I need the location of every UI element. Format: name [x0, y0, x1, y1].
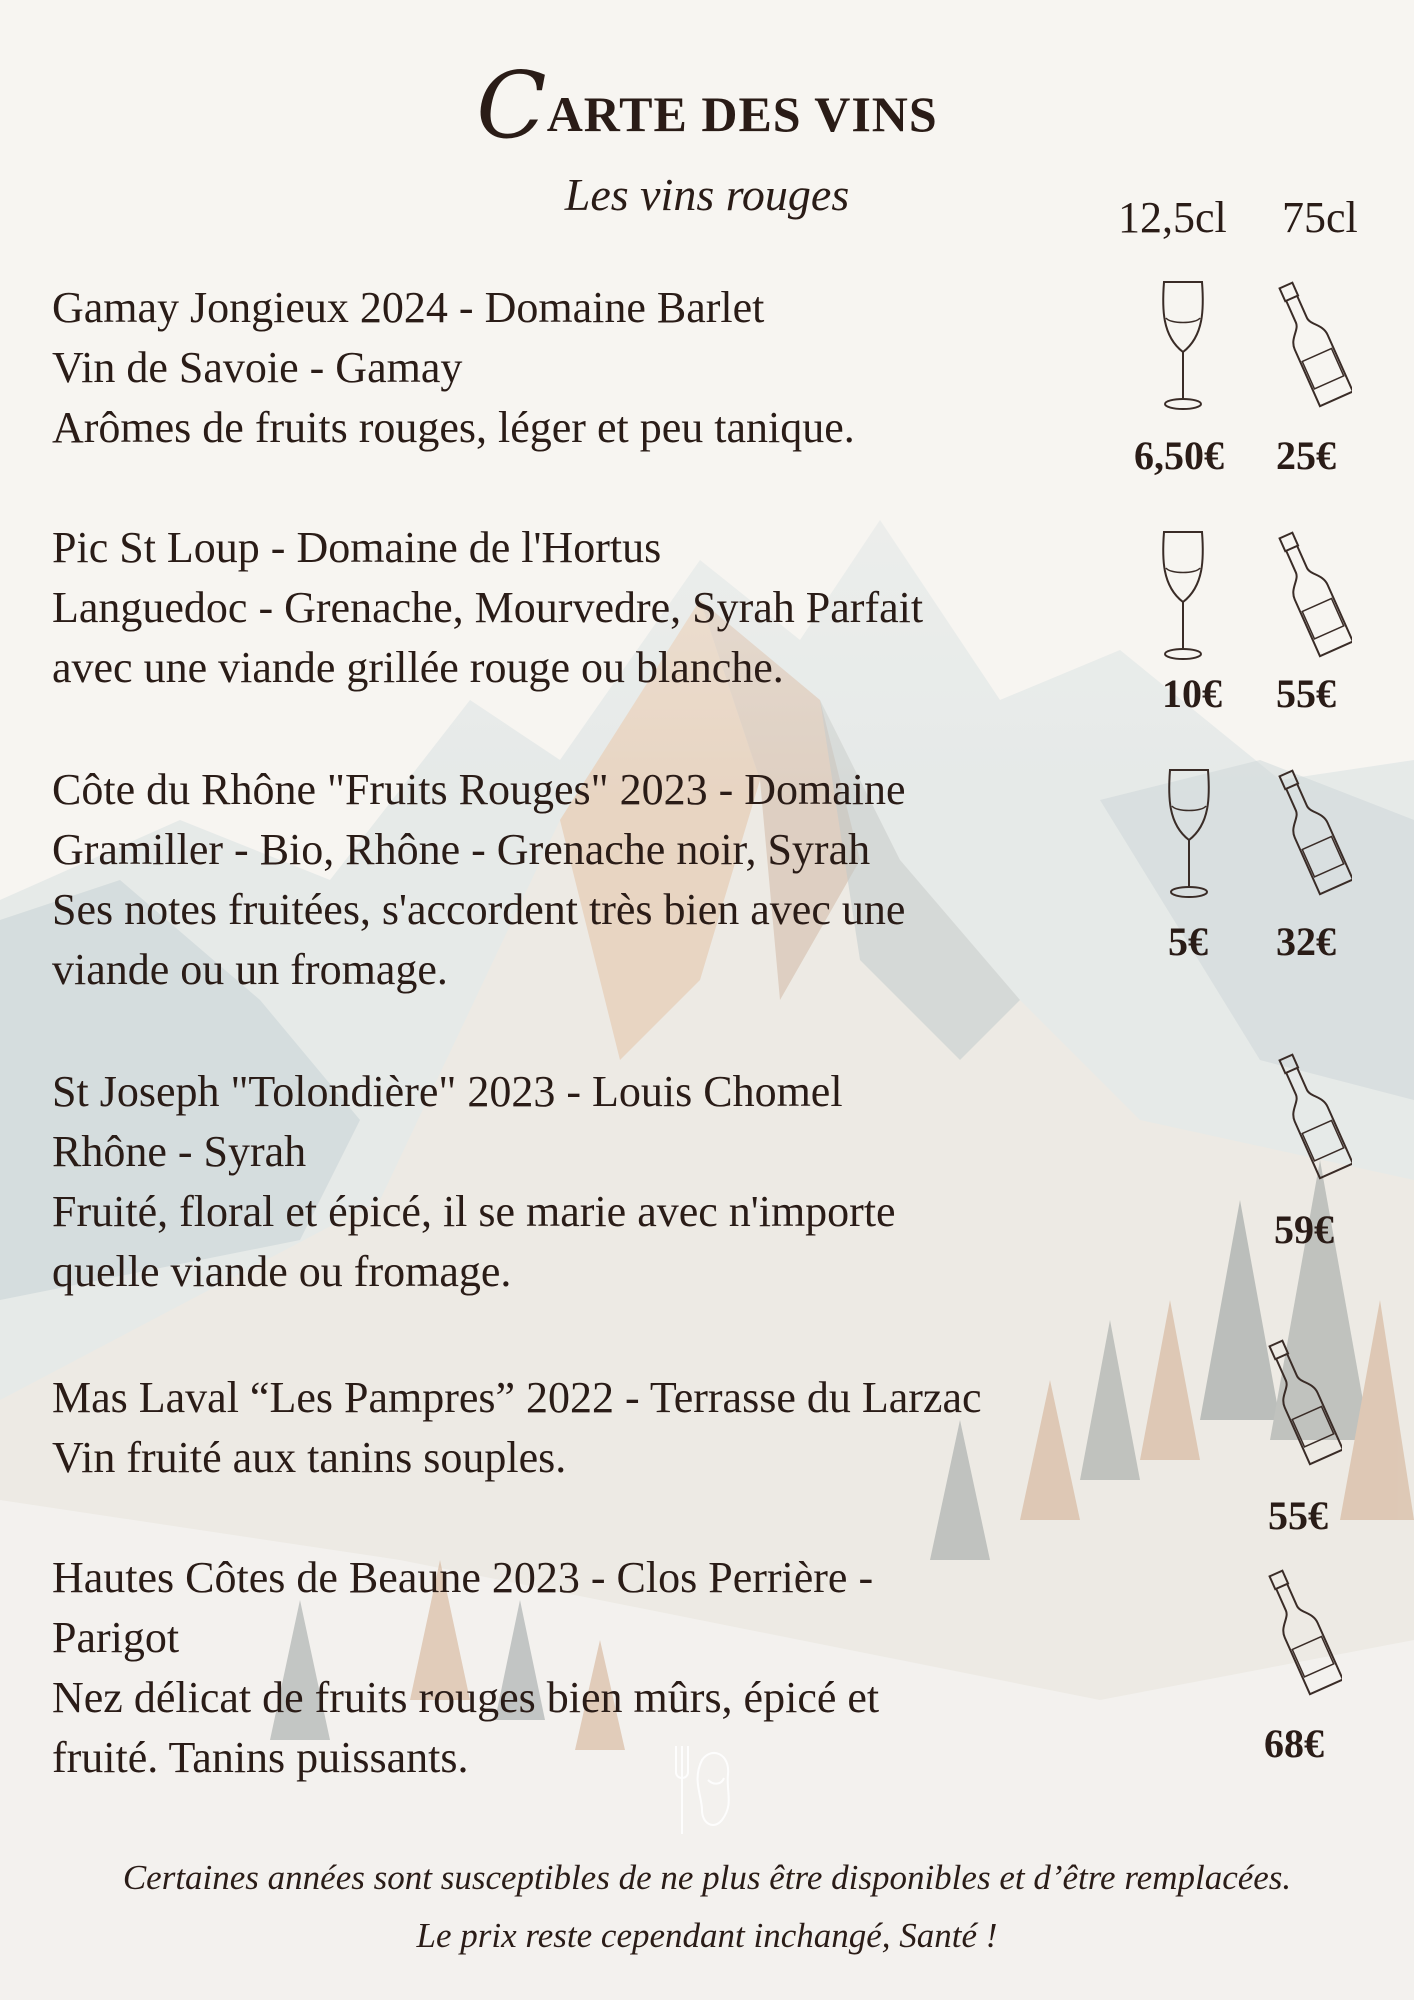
wine-item — [52, 1062, 1142, 1302]
price-bottle: 32€ — [1276, 919, 1336, 964]
wine-description: Ses notes fruitées, s'accordent très bien avec une — [52, 885, 906, 934]
price-bottle: 55€ — [1268, 1493, 1328, 1538]
wine-description: Arômes de fruits rouges, léger et peu tanique. — [52, 403, 855, 452]
restaurant-logo-icon — [672, 1740, 738, 1840]
footer-note: Le prix reste cependant inchangé, Santé ! — [416, 1916, 998, 1955]
price-bottle: 55€ — [1276, 671, 1336, 716]
title-text: ARTE DES VINS — [546, 86, 938, 142]
wine-description: fruité. Tanins puissants. — [52, 1733, 469, 1782]
footer-note: Certaines années sont susceptibles de ne plus être disponibles et d’être remplacées. — [122, 1858, 1292, 1897]
column-header-glass: 12,5cl — [1118, 193, 1227, 242]
price-glass: 6,50€ — [1134, 433, 1224, 478]
wine-name: Côte du Rhône "Fruits Rouges" 2023 - Domaine — [52, 765, 906, 814]
wine-description: Vin fruité aux tanins souples. — [52, 1433, 567, 1482]
title-initial: C — [476, 52, 547, 159]
wine-bottle-icon — [1262, 1566, 1342, 1698]
wine-bottle-icon — [1262, 1336, 1342, 1468]
wine-name: Mas Laval “Les Pampres” 2022 - Terrasse du Larzac — [52, 1373, 982, 1422]
price-glass: 10€ — [1162, 671, 1222, 716]
wine-item — [52, 1368, 1142, 1488]
price-glass: 5€ — [1168, 919, 1208, 964]
price-bottle: 25€ — [1276, 433, 1336, 478]
wine-item — [52, 1548, 1142, 1788]
wine-name: Hautes Côtes de Beaune 2023 - Clos Perrière - — [52, 1553, 874, 1602]
wine-glass-icon — [1160, 528, 1206, 664]
wine-item — [52, 518, 1142, 698]
wine-description: avec une viande grillée rouge ou blanche. — [52, 643, 784, 692]
wine-name: Gamay Jongieux 2024 - Domaine Barlet — [52, 283, 765, 332]
page-title — [0, 52, 1414, 159]
wine-bottle-icon — [1272, 528, 1352, 660]
price-bottle: 68€ — [1264, 1721, 1324, 1766]
section-subtitle: Les vins rouges — [564, 169, 850, 220]
wine-region: Vin de Savoie - Gamay — [52, 343, 463, 392]
wine-bottle-icon — [1272, 278, 1352, 410]
price-bottle: 59€ — [1274, 1207, 1334, 1252]
wine-region: Rhône - Syrah — [52, 1127, 307, 1176]
wine-description: Fruité, floral et épicé, il se marie avec n'importe — [52, 1187, 896, 1236]
wine-item — [52, 278, 1142, 458]
wine-item — [52, 760, 1142, 1000]
wine-region: Gramiller - Bio, Rhône - Grenache noir, Syrah — [52, 825, 871, 874]
wine-glass-icon — [1160, 278, 1206, 414]
wine-description: quelle viande ou fromage. — [52, 1247, 512, 1296]
wine-bottle-icon — [1272, 1050, 1352, 1182]
wine-description: viande ou un fromage. — [52, 945, 448, 994]
wine-region: Languedoc - Grenache, Mourvedre, Syrah Parfait — [52, 583, 924, 632]
wine-name: St Joseph "Tolondière" 2023 - Louis Chomel — [52, 1067, 843, 1116]
wine-bottle-icon — [1272, 766, 1352, 898]
wine-description: Nez délicat de fruits rouges bien mûrs, épicé et — [52, 1673, 880, 1722]
column-header-bottle: 75cl — [1282, 193, 1358, 242]
wine-glass-icon — [1166, 766, 1212, 902]
wine-name: Pic St Loup - Domaine de l'Hortus — [52, 523, 662, 572]
wine-name: Parigot — [52, 1613, 180, 1662]
